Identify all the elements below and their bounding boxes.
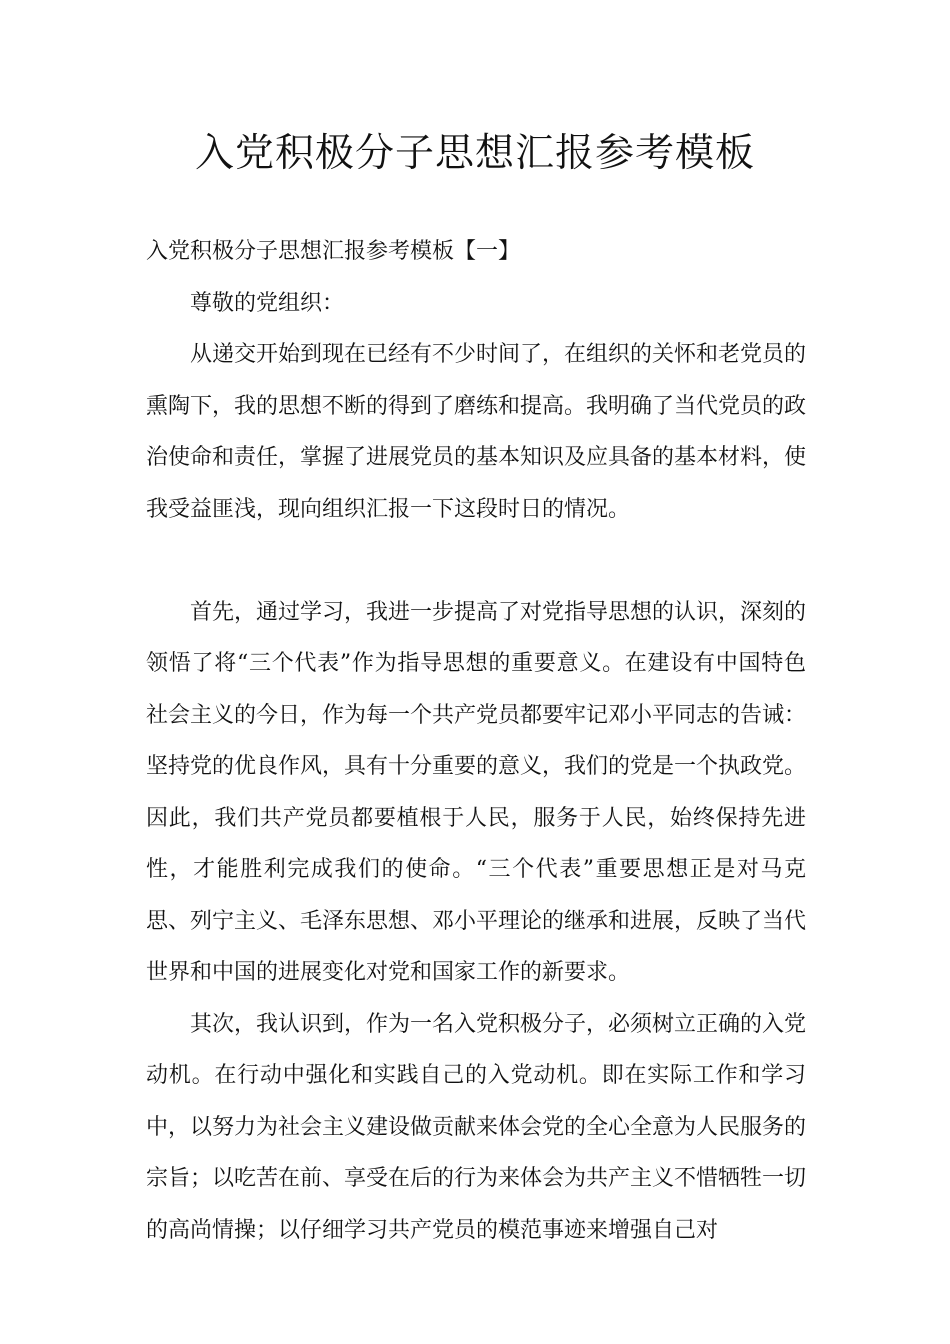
document-title: 入党积极分子思想汇报参考模板 [194, 131, 755, 176]
document-body [146, 226, 806, 1256]
paragraph-2: 首先，通过学习，我进一步提高了对党指导思想的认识，深刻的领悟了将“三个代表”作为指导思想的重要意义。在建设有中国特色社会主义的今日，作为每一个共产党员都要牢记邓小平同志的告诫：坚持党的优良作风，具有十分重要的意义，我们的党是一个执政党。因此，我们共产党员都要植根于人民，服务于人民，始终保持先进性，才能胜利完成我们的使命。“三个代表”重要思想正是对马克思、列宁主义、毛泽东思想、邓小平理论的继承和进展，反映了当代世界和中国的进展变化对党和国家工作的新要求。 [146, 599, 807, 985]
paragraph-1: 从递交开始到现在已经有不少时间了，在组织的关怀和老党员的熏陶下，我的思想不断的得到了磨练和提高。我明确了当代党员的政治使命和责任，掌握了进展党员的基本知识及应具备的基本材料，使我受益匪浅，现向组织汇报一下这段时日的情况。 [146, 342, 807, 522]
paragraph-3: 其次，我认识到，作为一名入党积极分子，必须树立正确的入党动机。在行动中强化和实践自己的入党动机。即在实际工作和学习中，以努力为社会主义建设做贡献来体会党的全心全意为人民服务的宗旨；以吃苦在前、享受在后的行为来体会为共产主义不惜牺牲一切的高尚情操；以仔细学习共产党员的模范事迹来增强自己对 [146, 1011, 807, 1243]
section-heading: 入党积极分子思想汇报参考模板【一】 [146, 239, 521, 264]
salutation: 尊敬的党组织： [190, 290, 345, 316]
paragraph-spacer [146, 535, 806, 587]
